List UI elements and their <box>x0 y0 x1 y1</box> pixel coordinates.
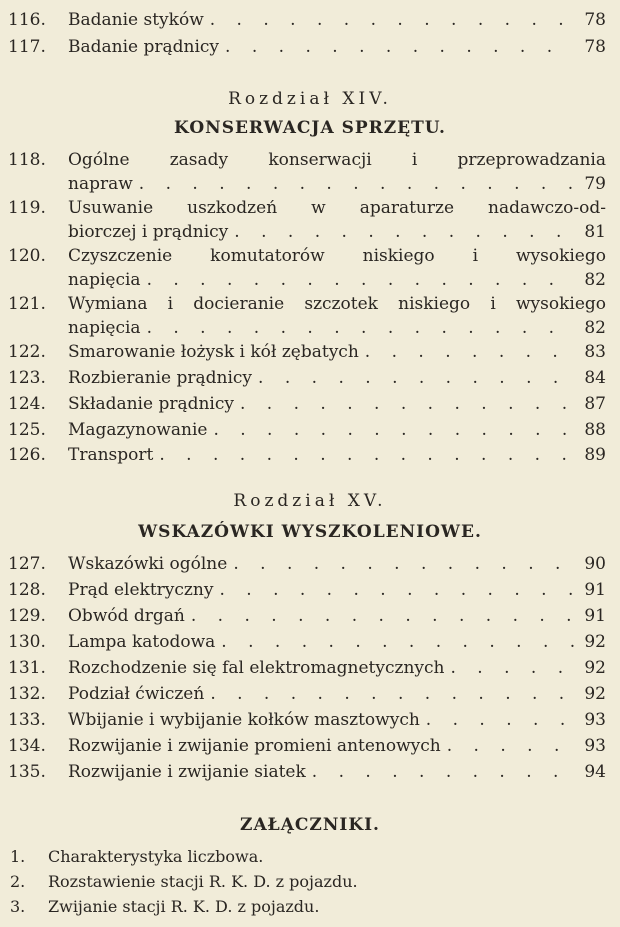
entry-number: 134. <box>8 736 46 756</box>
entry-page: 90 <box>584 554 606 574</box>
chapter-label: Rozdział XV. <box>233 491 387 511</box>
entry-page: 92 <box>584 658 606 678</box>
entry-title: Prąd elektryczny <box>68 580 214 600</box>
entry-title: Smarowanie łożysk i kół zębatych <box>68 342 359 362</box>
entry-page: 79 <box>584 174 606 194</box>
entry-title: napięcia <box>68 318 141 338</box>
entry-number: 125. <box>8 420 46 440</box>
entry-title: napięcia <box>68 270 141 290</box>
dot-leader <box>233 552 574 576</box>
annex-number: 1. <box>10 847 26 866</box>
dot-leader <box>139 172 574 196</box>
entry-number: 124. <box>8 394 46 414</box>
chapter-heading: KONSERWACJA SPRZĘTU. <box>174 118 446 138</box>
entry-page: 89 <box>584 445 606 465</box>
annexes-heading: ZAŁĄCZNIKI. <box>240 815 380 835</box>
dot-leader <box>365 340 574 364</box>
entry-number: 129. <box>8 606 46 626</box>
entry-page: 94 <box>584 762 606 782</box>
annex-title: Charakterystyka liczbowa. <box>48 847 264 866</box>
entry-page: 84 <box>584 368 606 388</box>
dot-leader <box>210 8 574 32</box>
chapter-label: Rozdział XIV. <box>228 89 392 109</box>
dot-leader <box>191 604 574 628</box>
entry-number: 133. <box>8 710 46 730</box>
entry-page: 87 <box>584 394 606 414</box>
entry-title: Badanie styków <box>68 10 204 30</box>
entry-page: 78 <box>584 37 606 57</box>
entry-title: Rozwijanie i zwijanie promieni antenowych <box>68 736 441 756</box>
dot-leader <box>234 220 574 244</box>
entry-number: 118. <box>8 150 46 170</box>
entry-page: 93 <box>584 736 606 756</box>
dot-leader <box>240 392 574 416</box>
entry-number: 122. <box>8 342 46 362</box>
dot-leader <box>219 578 574 602</box>
dot-leader <box>147 316 574 340</box>
entry-number: 120. <box>8 246 46 266</box>
entry-number: 130. <box>8 632 46 652</box>
entry-number: 116. <box>8 10 46 30</box>
dot-leader <box>447 734 574 758</box>
entry-title: Rozwijanie i zwijanie siatek <box>68 762 306 782</box>
entry-title: Magazynowanie <box>68 420 208 440</box>
entry-title: biorczej i prądnicy <box>68 222 229 242</box>
entry-number: 131. <box>8 658 46 678</box>
annex-number: 2. <box>10 872 26 891</box>
dot-leader <box>426 708 574 732</box>
entry-number: 123. <box>8 368 46 388</box>
entry-page: 92 <box>584 684 606 704</box>
entry-page: 78 <box>584 10 606 30</box>
entry-title-line1: Wymiana i docieranie szczotek niskiego i wysokiego <box>68 294 606 314</box>
entry-page: 82 <box>584 318 606 338</box>
entry-title: Wbijanie i wybijanie kołków masztowych <box>68 710 420 730</box>
dot-leader <box>221 630 574 654</box>
entry-title: Transport <box>68 445 154 465</box>
dot-leader <box>225 35 574 59</box>
entry-number: 119. <box>8 198 46 218</box>
entry-title: Lampa katodowa <box>68 632 216 652</box>
entry-number: 121. <box>8 294 46 314</box>
entry-number: 135. <box>8 762 46 782</box>
entry-title-line1: Ogólne zasady konserwacji i przeprowadzania <box>68 150 606 170</box>
dot-leader <box>210 682 574 706</box>
entry-page: 82 <box>584 270 606 290</box>
dot-leader <box>147 268 574 292</box>
entry-number: 126. <box>8 445 46 465</box>
dot-leader <box>159 443 574 467</box>
entry-page: 92 <box>584 632 606 652</box>
dot-leader <box>213 418 574 442</box>
entry-number: 128. <box>8 580 46 600</box>
entry-title: Wskazówki ogólne <box>68 554 228 574</box>
dot-leader <box>450 656 574 680</box>
entry-page: 91 <box>584 606 606 626</box>
entry-number: 117. <box>8 37 46 57</box>
entry-title: Rozbieranie prądnicy <box>68 368 253 388</box>
entry-page: 83 <box>584 342 606 362</box>
entry-page: 88 <box>584 420 606 440</box>
entry-title: napraw <box>68 174 133 194</box>
annex-number: 3. <box>10 897 26 916</box>
chapter-heading: WSKAZÓWKI WYSZKOLENIOWE. <box>138 522 482 542</box>
entry-title-line1: Usuwanie uszkodzeń w aparaturze nadawczo-od- <box>68 198 606 218</box>
dot-leader <box>312 760 574 784</box>
entry-number: 127. <box>8 554 46 574</box>
entry-number: 132. <box>8 684 46 704</box>
annex-title: Rozstawienie stacji R. K. D. z pojazdu. <box>48 872 358 891</box>
entry-title: Podział ćwiczeń <box>68 684 205 704</box>
entry-page: 93 <box>584 710 606 730</box>
entry-page: 91 <box>584 580 606 600</box>
entry-title-line1: Czyszczenie komutatorów niskiego i wysokiego <box>68 246 606 266</box>
entry-title: Rozchodzenie się fal elektromagnetycznych <box>68 658 445 678</box>
entry-title: Obwód drgań <box>68 606 185 626</box>
annex-title: Zwijanie stacji R. K. D. z pojazdu. <box>48 897 320 916</box>
entry-title: Badanie prądnicy <box>68 37 220 57</box>
dot-leader <box>258 366 574 390</box>
entry-title: Składanie prądnicy <box>68 394 234 414</box>
entry-page: 81 <box>584 222 606 242</box>
